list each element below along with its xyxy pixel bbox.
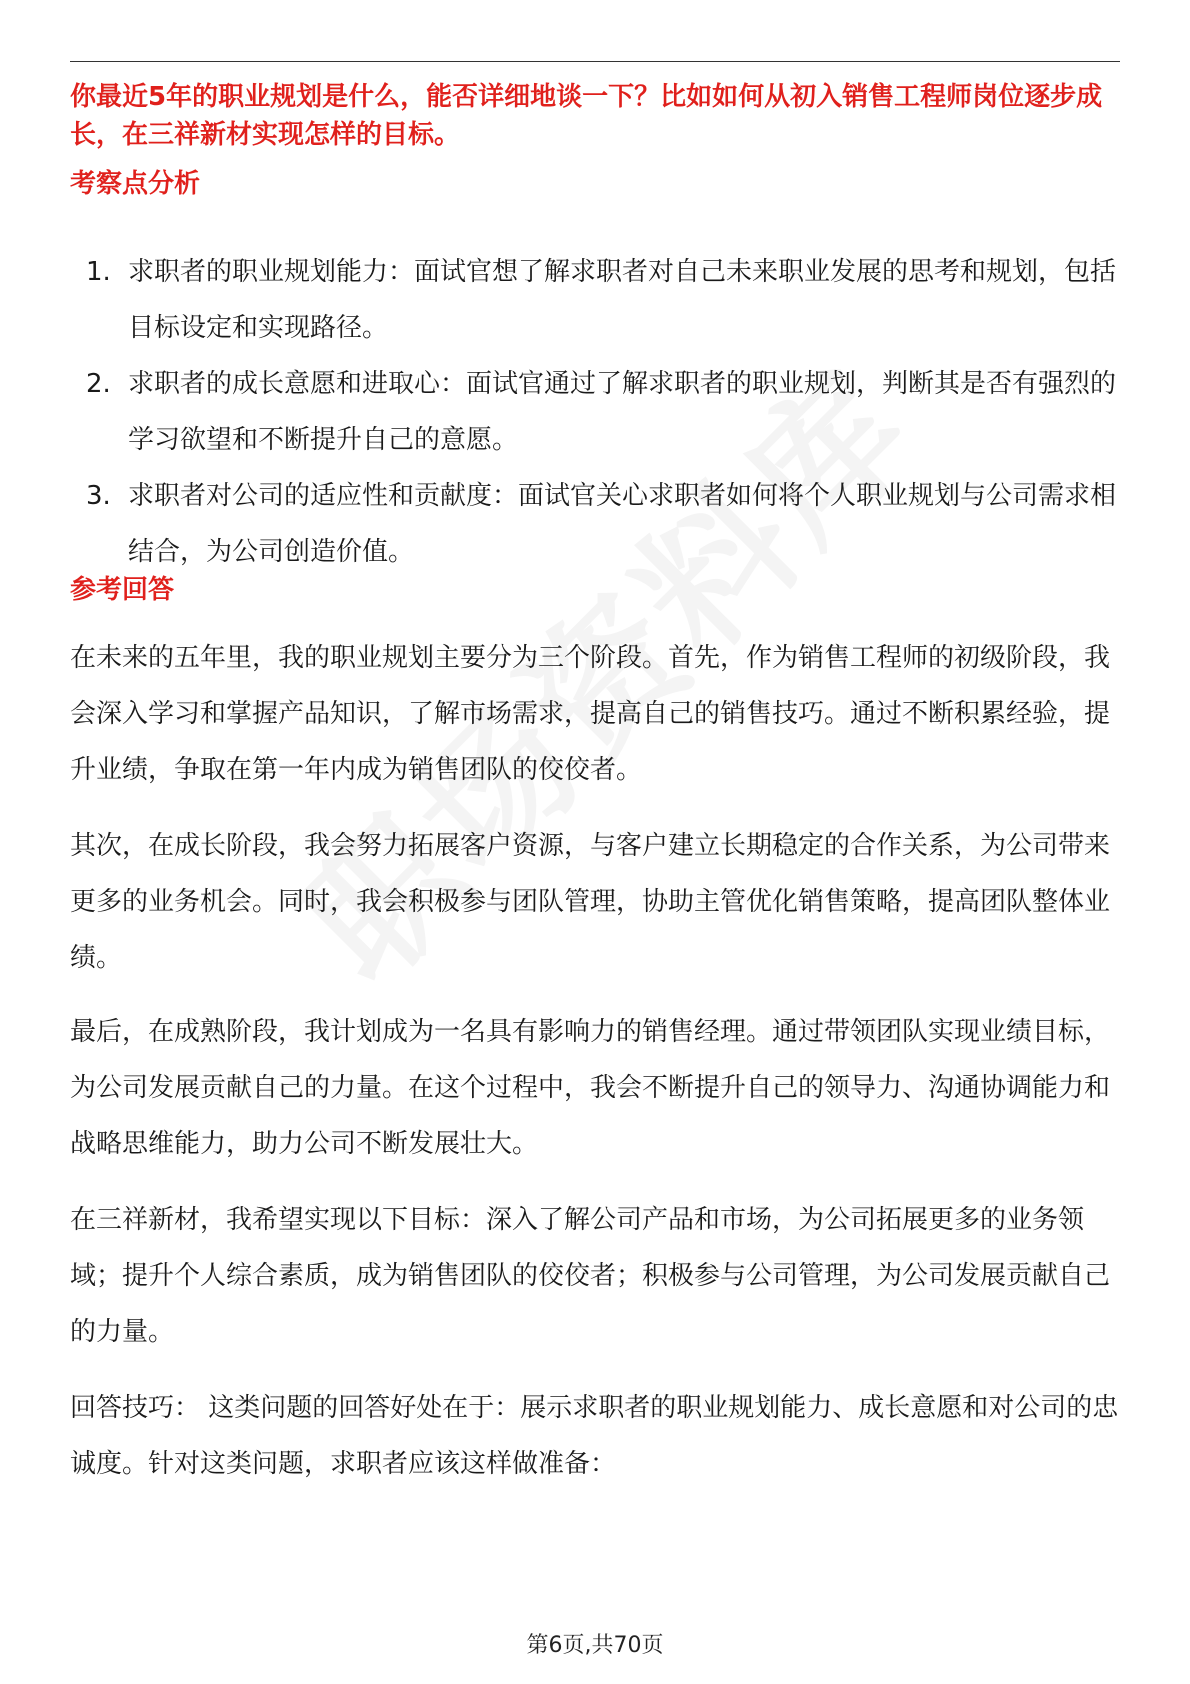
list-item <box>70 468 1120 580</box>
tips-paragraph: 回答技巧： 这类问题的回答好处在于：展示求职者的职业规划能力、成长意愿和对公司的忠诚度。针对这类问题，求职者应该这样做准备： <box>70 1393 1119 1479</box>
answer-paragraph: 最后，在成熟阶段，我计划成为一名具有影响力的销售经理。通过带领团队实现业绩目标，为公司发展贡献自己的力量。在这个过程中，我会不断提升自己的领导力、沟通协调能力和战略思维能力，助力公司不断发展壮大。 <box>70 1017 1111 1159</box>
answer-heading: 参考回答 <box>70 575 175 605</box>
question-title: 你最近5年的职业规划是什么，能否详细地谈一下？比如如何从初入销售工程师岗位逐步成长，在三祥新材实现怎样的目标。 <box>70 82 1103 150</box>
answer-paragraph: 其次，在成长阶段，我会努力拓展客户资源，与客户建立长期稳定的合作关系，为公司带来更多的业务机会。同时，我会积极参与团队管理，协助主管优化销售策略，提高团队整体业绩。 <box>70 831 1111 973</box>
list-text: 求职者对公司的适应性和贡献度：面试官关心求职者如何将个人职业规划与公司需求相结合，为公司创造价值。 <box>128 481 1117 567</box>
analysis-heading: 考察点分析 <box>70 169 201 199</box>
list-number: 2. <box>86 369 111 399</box>
analysis-list <box>70 244 1120 580</box>
list-number: 1. <box>86 257 111 287</box>
top-divider <box>70 61 1120 62</box>
page-number: 第6页,共70页 <box>526 1633 664 1658</box>
answer-paragraph: 在未来的五年里，我的职业规划主要分为三个阶段。首先，作为销售工程师的初级阶段，我会深入学习和掌握产品知识，了解市场需求，提高自己的销售技巧。通过不断积累经验，提升业绩，争取在第一年内成为销售团队的佼佼者。 <box>70 643 1111 785</box>
list-item <box>70 244 1120 356</box>
list-text: 求职者的成长意愿和进取心：面试官通过了解求职者的职业规划，判断其是否有强烈的学习欲望和不断提升自己的意愿。 <box>128 369 1117 455</box>
list-number: 3. <box>86 481 111 511</box>
answer-paragraph: 在三祥新材，我希望实现以下目标：深入了解公司产品和市场，为公司拓展更多的业务领域；提升个人综合素质，成为销售团队的佼佼者；积极参与公司管理，为公司发展贡献自己的力量。 <box>70 1205 1111 1347</box>
list-item <box>70 356 1120 468</box>
list-text: 求职者的职业规划能力：面试官想了解求职者对自己未来职业发展的思考和规划，包括目标设定和实现路径。 <box>128 257 1117 343</box>
